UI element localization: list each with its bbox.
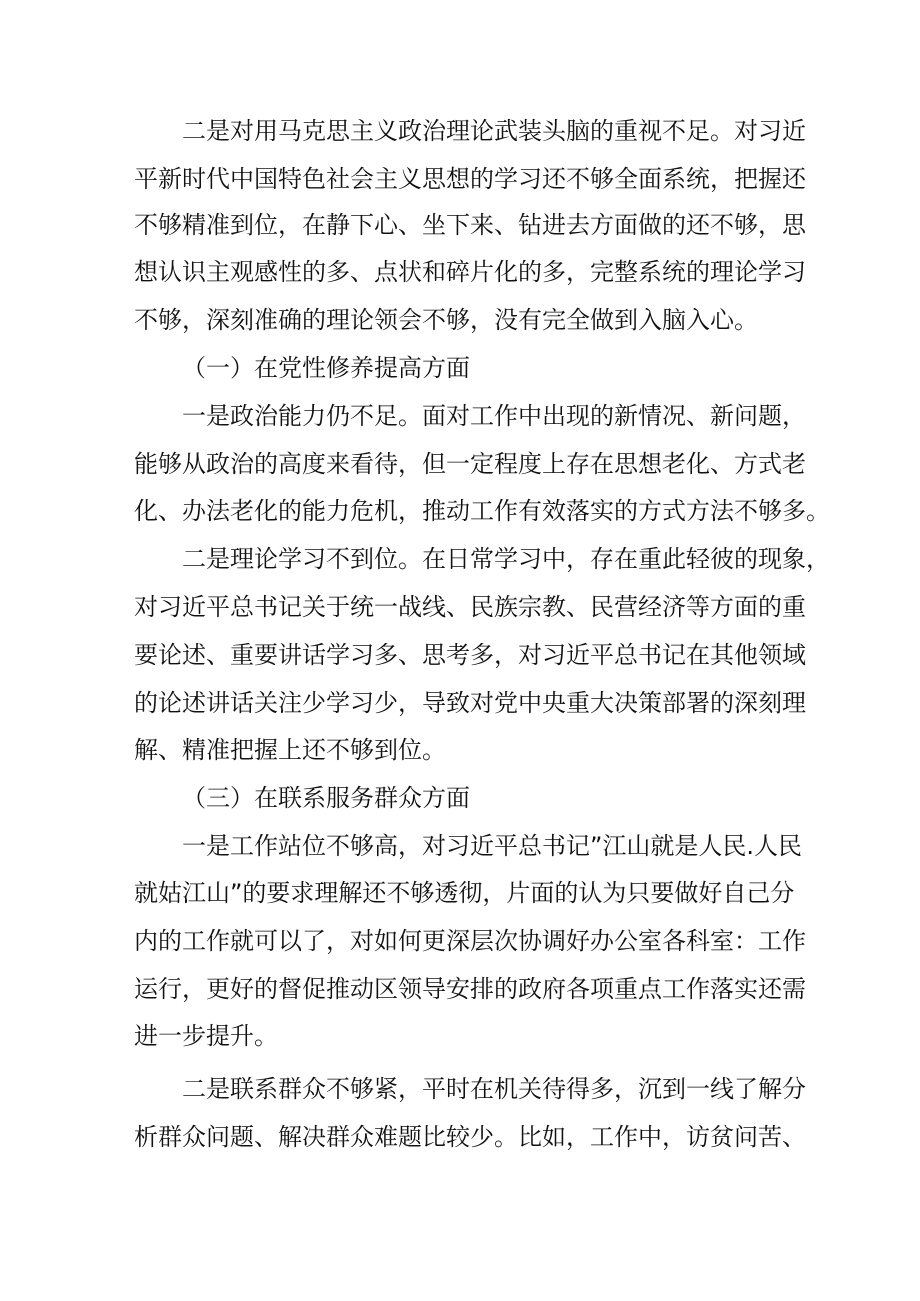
text-line: 的论述讲话关注少学习少，导致对党中央重大决策部署的深刻理: [134, 689, 806, 717]
text-line: 一是政治能力仍不足。面对工作中出现的新情况、新问题，: [182, 402, 806, 430]
text-line: 不够，深刻准确的理论领会不够，没有完全做到入脑入心。: [134, 306, 758, 334]
text-line: 平新时代中国特色社会主义思想的学习还不够全面系统，把握还: [134, 165, 806, 193]
text-line: 运行，更好的督促推动区领导安排的政府各项重点工作落实还需: [134, 975, 806, 1003]
text-line: 要论述、重要讲话学习多、思考多，对习近平总书记在其他领域: [134, 641, 806, 669]
text-line: 解、精准把握上还不够到位。: [134, 736, 446, 764]
text-line: 不够精准到位，在静下心、坐下来、钻进去方面做的还不够，思: [134, 211, 806, 239]
text-line: 析群众问题、解决群众难题比较少。比如，工作中，访贫问苦、: [134, 1123, 806, 1151]
text-line: 二是对用马克思主义政治理论武装头脑的重视不足。对习近: [182, 117, 806, 145]
text-line: 想认识主观感性的多、点状和碎片化的多，完整系统的理论学习: [134, 258, 806, 286]
text-line: 进一步提升。: [134, 1022, 278, 1050]
text-line: 内的工作就可以了，对如何更深层次协调好办公室各科室：工作: [134, 927, 806, 955]
text-line: 对习近平总书记关于统一战线、民族宗教、民营经济等方面的重: [134, 593, 806, 621]
text-line: 一是工作站位不够高，对习近平总书记”江山就是人民.人民: [182, 832, 803, 860]
text-line: 化、办法老化的能力危机，推动工作有效落实的方式方法不够多。: [134, 497, 830, 525]
text-line: 就姑江山”的要求理解还不够透彻，片面的认为只要做好自己分: [134, 879, 795, 907]
text-line: 二是联系群众不够紧，平时在机关待得多，沉到一线了解分: [182, 1075, 806, 1103]
text-line: 能够从政治的高度来看待，但一定程度上存在思想老化、方式老: [134, 450, 806, 478]
section-heading: （一）在党性修养提高方面: [182, 354, 470, 382]
section-heading: （三）在联系服务群众方面: [182, 784, 470, 812]
text-line: 二是理论学习不到位。在日常学习中，存在重此轻彼的现象，: [182, 545, 830, 573]
